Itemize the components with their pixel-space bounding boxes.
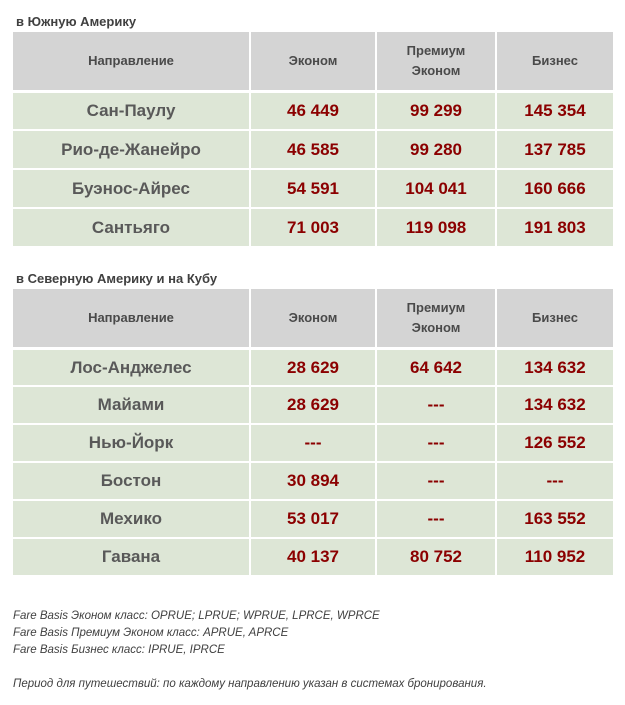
business-cell: 134 632	[497, 385, 613, 423]
direction-cell: Лос-Анджелес	[13, 347, 251, 385]
direction-cell: Гавана	[13, 537, 251, 575]
direction-cell: Сан-Паулу	[13, 90, 251, 129]
premium-economy-cell: 119 098	[377, 207, 497, 246]
north-america-section-title: в Северную Америку и на Кубу	[16, 271, 218, 286]
premium-economy-cell: 64 642	[377, 347, 497, 385]
business-cell: 137 785	[497, 129, 613, 168]
premium-economy-cell: ---	[377, 423, 497, 461]
business-cell: 126 552	[497, 423, 613, 461]
business-cell: 110 952	[497, 537, 613, 575]
travel-period-note: Период для путешествий: по каждому направлению указан в системах бронирования.	[13, 678, 487, 690]
column-header-business: Бизнес	[497, 32, 613, 90]
column-header-premium-economy: Премиум Эконом	[377, 289, 497, 347]
economy-cell: ---	[251, 423, 377, 461]
column-header-economy: Эконом	[251, 32, 377, 90]
economy-cell: 71 003	[251, 207, 377, 246]
direction-cell: Рио-де-Жанейро	[13, 129, 251, 168]
table-row	[13, 461, 613, 499]
fare-basis-economy-note: Fare Basis Эконом класс: OPRUE; LPRUE; WPRUE, LPRCE, WPRCE	[13, 610, 380, 622]
column-header-business: Бизнес	[497, 289, 613, 347]
north-america-fares-table	[13, 289, 613, 575]
business-cell: 145 354	[497, 90, 613, 129]
economy-cell: 40 137	[251, 537, 377, 575]
table-row	[13, 347, 613, 385]
direction-cell: Майами	[13, 385, 251, 423]
south-america-fares-table	[13, 32, 613, 246]
premium-economy-cell: 99 280	[377, 129, 497, 168]
table-row	[13, 207, 613, 246]
premium-economy-cell: 104 041	[377, 168, 497, 207]
table-header-row	[13, 32, 613, 90]
fare-notes	[13, 608, 487, 693]
business-cell: 134 632	[497, 347, 613, 385]
business-cell: ---	[497, 461, 613, 499]
economy-cell: 46 585	[251, 129, 377, 168]
table-row	[13, 385, 613, 423]
economy-cell: 53 017	[251, 499, 377, 537]
business-cell: 191 803	[497, 207, 613, 246]
table-row	[13, 423, 613, 461]
premium-economy-cell: 80 752	[377, 537, 497, 575]
premium-economy-cell: 99 299	[377, 90, 497, 129]
economy-cell: 28 629	[251, 385, 377, 423]
table-row	[13, 499, 613, 537]
economy-cell: 54 591	[251, 168, 377, 207]
south-america-section-title: в Южную Америку	[16, 14, 137, 29]
table-header-row	[13, 289, 613, 347]
economy-cell: 28 629	[251, 347, 377, 385]
direction-cell: Бостон	[13, 461, 251, 499]
premium-economy-cell: ---	[377, 461, 497, 499]
table-row	[13, 129, 613, 168]
table-row	[13, 168, 613, 207]
direction-cell: Буэнос-Айрес	[13, 168, 251, 207]
direction-cell: Сантьяго	[13, 207, 251, 246]
column-header-direction: Направление	[13, 289, 251, 347]
direction-cell: Нью-Йорк	[13, 423, 251, 461]
economy-cell: 46 449	[251, 90, 377, 129]
business-cell: 160 666	[497, 168, 613, 207]
business-cell: 163 552	[497, 499, 613, 537]
fare-basis-premium-note: Fare Basis Премиум Эконом класс: APRUE, APRCE	[13, 627, 289, 639]
fare-basis-business-note: Fare Basis Бизнес класс: IPRUE, IPRCE	[13, 644, 225, 656]
premium-economy-cell: ---	[377, 499, 497, 537]
economy-cell: 30 894	[251, 461, 377, 499]
column-header-direction: Направление	[13, 32, 251, 90]
column-header-premium-economy: Премиум Эконом	[377, 32, 497, 90]
direction-cell: Мехико	[13, 499, 251, 537]
table-row	[13, 90, 613, 129]
table-row	[13, 537, 613, 575]
column-header-economy: Эконом	[251, 289, 377, 347]
premium-economy-cell: ---	[377, 385, 497, 423]
